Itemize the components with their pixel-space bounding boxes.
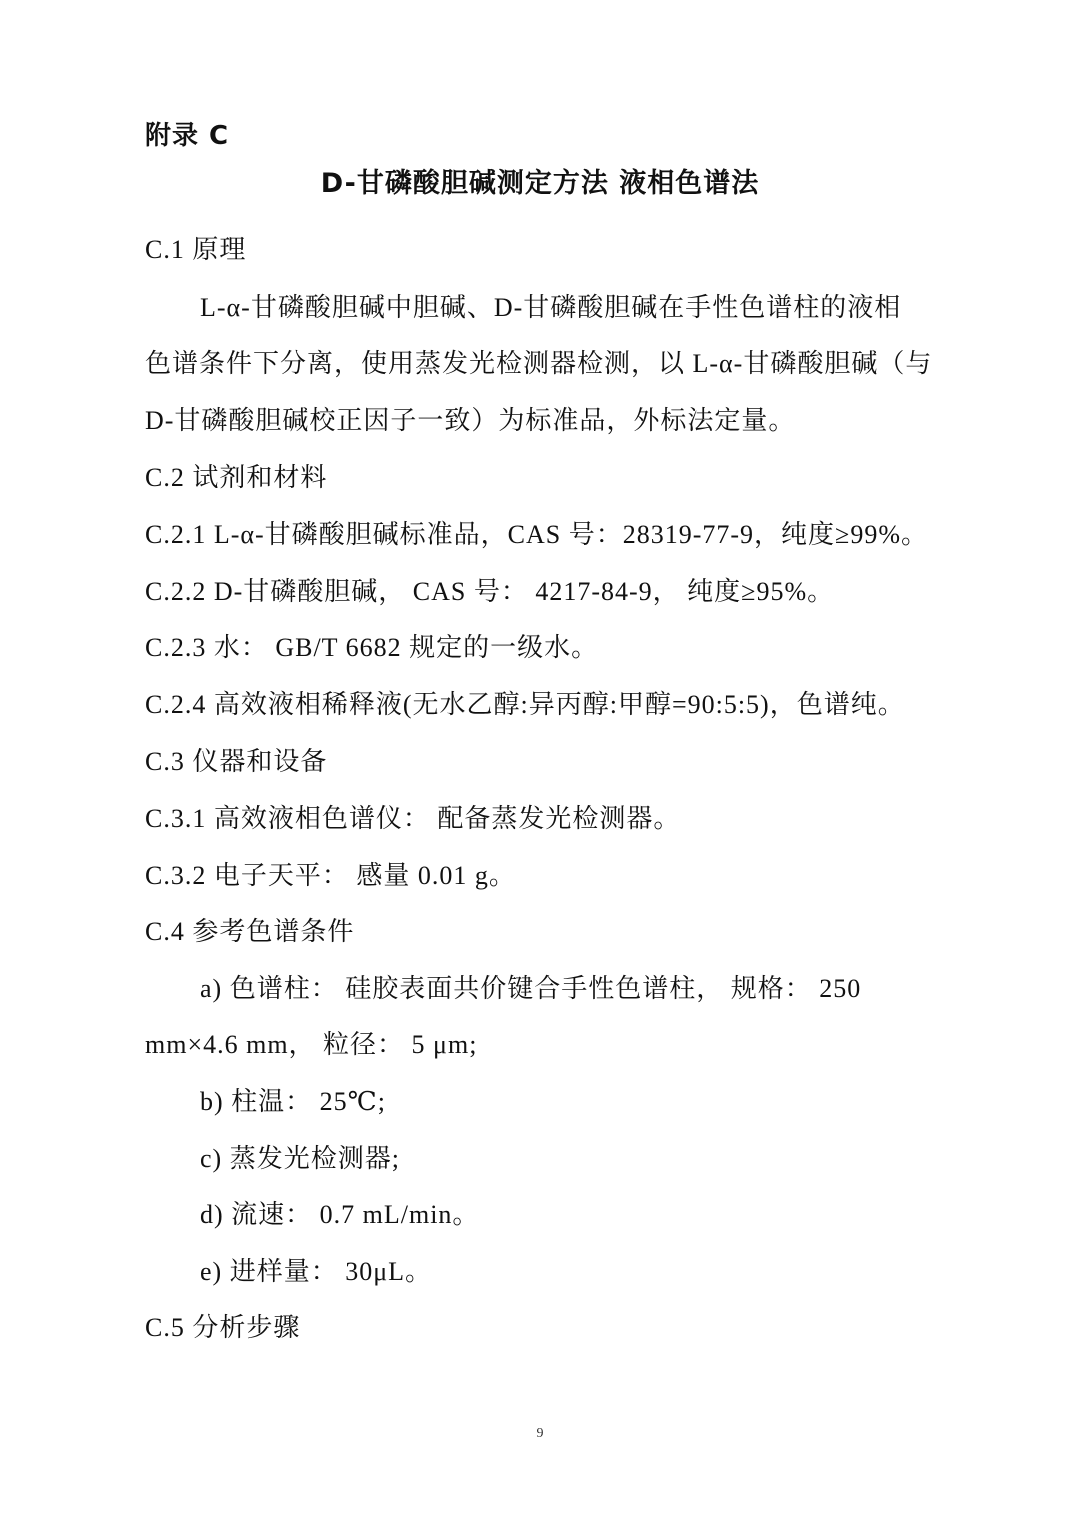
item-c4-e: e) 进样量： 30μL。 — [200, 1257, 433, 1286]
item-c2-3: C.2.3 水： GB/T 6682 规定的一级水。 — [145, 633, 599, 662]
item-c2-4: C.2.4 高效液相稀释液(无水乙醇:异丙醇:甲醇=90:5:5)，色谱纯。 — [145, 690, 905, 719]
section-heading-c1: C.1 原理 — [145, 235, 247, 264]
c1-paragraph-line-3: D-甘磷酸胆碱校正因子一致）为标准品，外标法定量。 — [145, 406, 796, 435]
item-c3-2: C.3.2 电子天平： 感量 0.01 g。 — [145, 861, 516, 890]
item-c4-a-line-1: a) 色谱柱： 硅胶表面共价键合手性色谱柱， 规格： 250 — [200, 974, 862, 1003]
item-c2-2: C.2.2 D-甘磷酸胆碱， CAS 号： 4217-84-9， 纯度≥95%。 — [145, 577, 835, 606]
item-c4-d: d) 流速： 0.7 mL/min。 — [200, 1200, 480, 1229]
item-c2-1: C.2.1 L-α-甘磷酸胆碱标准品，CAS 号：28319-77-9，纯度≥99%。 — [145, 520, 928, 549]
item-c4-a-line-2: mm×4.6 mm， 粒径： 5 μm; — [145, 1030, 478, 1059]
item-c3-1: C.3.1 高效液相色谱仪： 配备蒸发光检测器。 — [145, 804, 681, 833]
section-heading-c2: C.2 试剂和材料 — [145, 463, 328, 492]
appendix-label: 附录 C — [145, 121, 230, 151]
item-c4-b: b) 柱温： 25℃; — [200, 1087, 386, 1116]
c1-paragraph-line-2: 色谱条件下分离，使用蒸发光检测器检测，以 L-α-甘磷酸胆碱（与 — [145, 349, 933, 378]
item-c4-c: c) 蒸发光检测器; — [200, 1144, 400, 1173]
page-number: 9 — [536, 1426, 544, 1441]
section-heading-c4: C.4 参考色谱条件 — [145, 917, 355, 946]
section-heading-c3: C.3 仪器和设备 — [145, 747, 328, 776]
document-title: D-甘磷酸胆碱测定方法 液相色谱法 — [320, 168, 760, 199]
section-heading-c5: C.5 分析步骤 — [145, 1313, 301, 1342]
c1-paragraph-line-1: L-α-甘磷酸胆碱中胆碱、D-甘磷酸胆碱在手性色谱柱的液相 — [200, 293, 902, 322]
